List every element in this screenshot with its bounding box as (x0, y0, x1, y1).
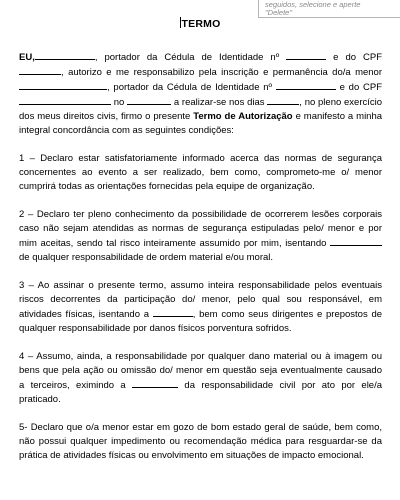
blank-dates (267, 95, 299, 105)
clause-3-text-a: 3 – Ao assinar o presente termo, assumo inteira responsabilidade pelos eventuais riscos decorrentes da participação do/ menor, pelo qual sou responsável, em atividades físicas, isentando a (19, 280, 382, 320)
clause-3 (19, 279, 382, 336)
blank-cpf (19, 65, 61, 75)
blank-event (127, 95, 171, 105)
clause-3-text-b: , bem como seus dirigentes e prepostos de qualquer responsabilidade por danos físicos porventura sofridos. (19, 309, 383, 334)
tooltip-line-1: seguidos, selecione e aperte (265, 0, 361, 9)
intro-paragraph (19, 50, 382, 138)
intro-text-5: e do CPF (339, 82, 383, 93)
blank-rg (286, 50, 326, 60)
intro-text-4: , portador da Cédula de Identidade nº (107, 82, 273, 93)
text-cursor (180, 17, 181, 28)
clause-4 (19, 350, 382, 407)
intro-text-9: e manifesto a minha integral concordância com as seguintes condições: (19, 111, 383, 136)
clause-1: 1 – Declaro estar satisfatoriamente informado acerca das normas de segurança concernentes ao evento a ser realizado, bem como, comprometo-me o/ menor cumprirá todas as orientações fornecidas pela equipe de organização. (19, 153, 382, 192)
document-title: TERMO (181, 18, 221, 30)
intro-text-8: , no pleno exercício dos meus direitos civis, firmo o presente (19, 97, 383, 122)
blank-clause-3 (153, 307, 193, 317)
blank-minor-name (19, 80, 107, 90)
blank-clause-2 (330, 236, 382, 246)
intro-text-1: , portador da Cédula de Identidade nº (94, 52, 280, 63)
tooltip (258, 0, 400, 18)
blank-name (35, 50, 95, 60)
document-body (19, 50, 382, 477)
clause-4-text-a: 4 – Assumo, ainda, a responsabilidade por qualquer dano material ou à imagem ou bens que pela ação ou omissão do/ menor em questão seja eventualmente causado a terceiros, eximindo a (19, 351, 382, 391)
clause-2-text-a: 2 – Declaro ter pleno conhecimento da possibilidade de ocorrerem lesões corporais caso não sejam atendidas as normas de segurança estipuladas pelo/ menor e por mim aceitas, sendo tal risco inteiramente assumido por mim, isentando (19, 209, 382, 249)
intro-text-2: e do CPF (333, 52, 383, 63)
clause-2-text-b: de qualquer responsabilidade de ordem material e/ou moral. (19, 252, 274, 263)
clause-5: 5- Declaro que o/a menor estar em gozo de bom estado geral de saúde, bem como, não possui qualquer impedimento ou recomendação médica para resguardar-se da prática de atividades físicas ou envolvimento em situações de impacto emocional. (19, 422, 382, 461)
blank-clause-4 (132, 378, 178, 388)
clause-4-text-b: da responsabilidade civil por ato por ele/a praticado. (19, 380, 383, 405)
intro-term: Termo de Autorização (193, 111, 293, 122)
tooltip-line-2: "Delete" (265, 8, 293, 17)
clause-2 (19, 208, 382, 265)
blank-minor-rg (276, 80, 336, 90)
intro-text-6: no (113, 97, 125, 108)
intro-text-3: , autorizo e me responsabilizo pela inscrição e permanência do/a menor (61, 67, 382, 78)
blank-minor-cpf (19, 95, 111, 105)
intro-eu: EU, (19, 52, 35, 63)
intro-text-7: a realizar-se nos dias (173, 97, 265, 108)
document-title-container (0, 17, 400, 30)
